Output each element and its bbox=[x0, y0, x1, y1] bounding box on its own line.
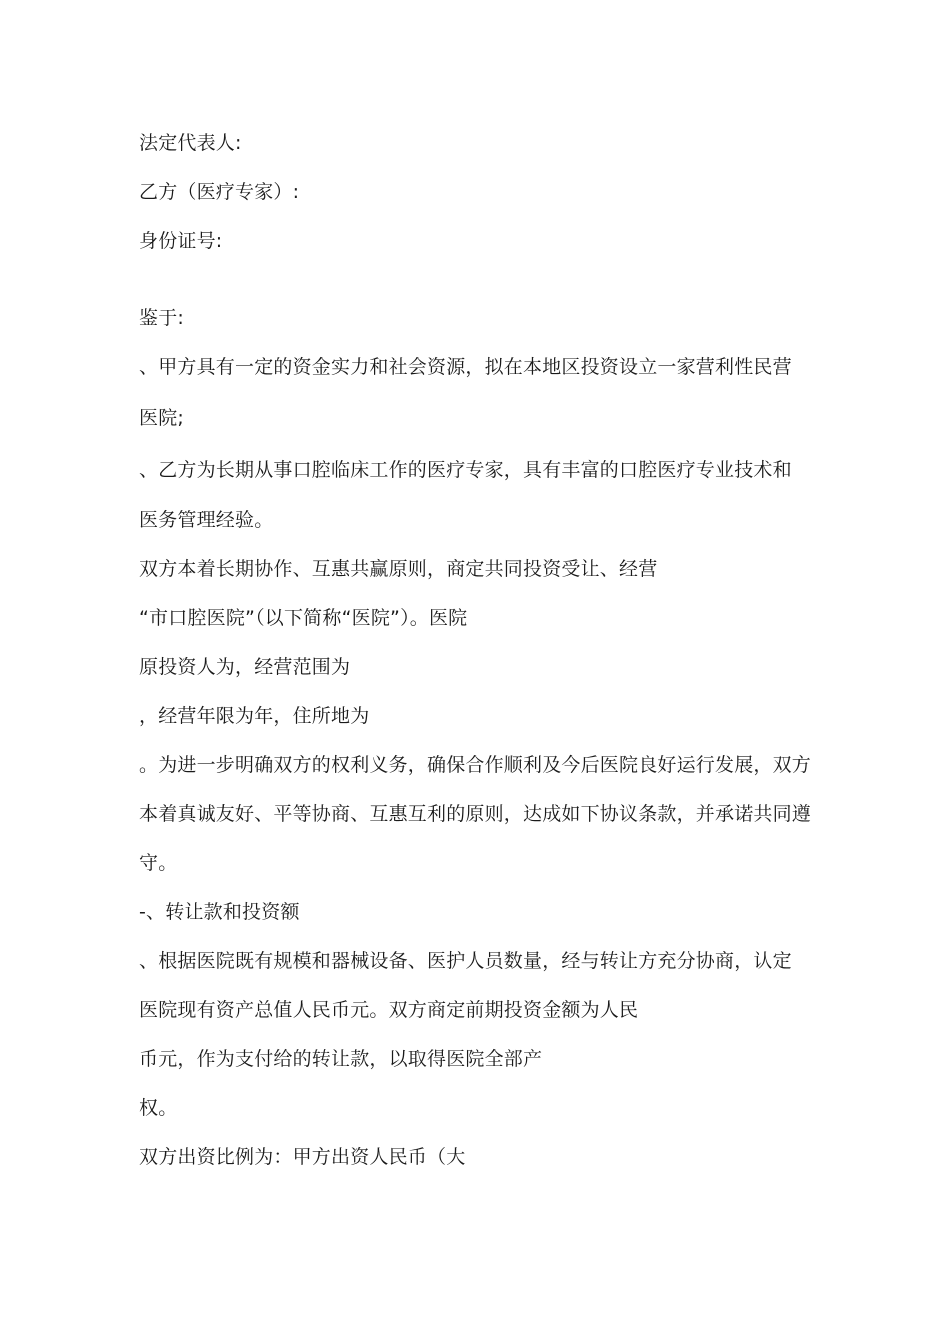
paragraph-line: ，经营年限为年，住所地为 bbox=[139, 705, 370, 727]
paragraph-line: 、根据医院既有规模和器械设备、医护人员数量，经与转让方充分协商，认定 bbox=[139, 950, 792, 972]
whereas-heading: 鉴于: bbox=[139, 307, 185, 329]
paragraph-line: 权。 bbox=[139, 1097, 178, 1119]
paragraph-line: 双方本着长期协作、互惠共赢原则，商定共同投资受让、经营 bbox=[139, 558, 658, 580]
paragraph-line: 医务管理经验。 bbox=[139, 509, 274, 531]
paragraph-line: 、乙方为长期从事口腔临床工作的医疗专家，具有丰富的口腔医疗专业技术和 bbox=[139, 459, 792, 481]
paragraph-line: 守。 bbox=[139, 852, 178, 874]
id-number-line: 身份证号: bbox=[139, 230, 223, 252]
legal-representative-line: 法定代表人: bbox=[139, 132, 242, 154]
paragraph-line: 医院现有资产总值人民币元。双方商定前期投资金额为人民 bbox=[139, 999, 639, 1021]
paragraph-line: 、甲方具有一定的资金实力和社会资源，拟在本地区投资设立一家营利性民营 bbox=[139, 356, 792, 378]
paragraph-line: 医院; bbox=[139, 407, 185, 429]
paragraph-line: 。为进一步明确双方的权利义务，确保合作顺利及今后医院良好运行发展，双方 bbox=[139, 754, 812, 776]
paragraph-line: 双方出资比例为：甲方出资人民币（大 bbox=[139, 1146, 466, 1168]
paragraph-line: 币元，作为支付给的转让款，以取得医院全部产 bbox=[139, 1048, 543, 1070]
paragraph-line: “市口腔医院”（以下简称“医院”）。医院 bbox=[139, 607, 468, 629]
paragraph-line: 本着真诚友好、平等协商、互惠互利的原则，达成如下协议条款，并承诺共同遵 bbox=[139, 803, 812, 825]
section-heading: -、转让款和投资额 bbox=[139, 901, 300, 923]
paragraph-line: 原投资人为，经营范围为 bbox=[139, 656, 351, 678]
party-b-line: 乙方（医疗专家）: bbox=[139, 181, 300, 203]
